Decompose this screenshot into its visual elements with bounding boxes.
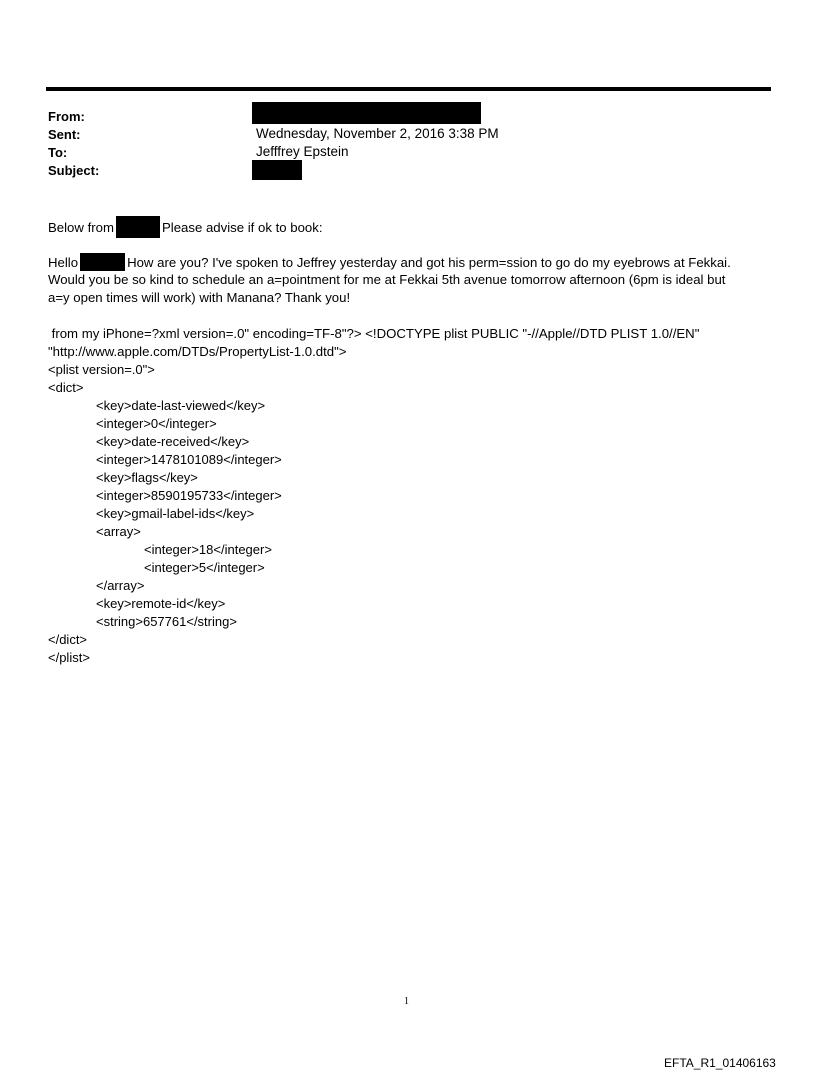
name-redaction [80, 253, 125, 271]
plist-line: <dict> [48, 380, 84, 395]
bates-number: EFTA_R1_01406163 [664, 1056, 776, 1070]
plist-line: <key>gmail-label-ids</key> [96, 506, 255, 521]
body-line-schedule: Would you be so kind to schedule an a=pointment for me at Fekkai 5th avenue tomorrow afternoon (6pm is ideal but [48, 272, 726, 287]
plist-line: <integer>8590195733</integer> [96, 488, 282, 503]
page-number: 1 [404, 996, 409, 1007]
sender-redaction [116, 216, 160, 238]
hello-text: Hello [48, 255, 79, 270]
plist-line: <key>date-last-viewed</key> [96, 398, 266, 413]
to-value: Jefffrey Epstein [256, 144, 349, 159]
xml-declaration-line: from my iPhone=?xml version=.0" encoding=TF-8"?> <!DOCTYPE plist PUBLIC "-//Apple//DTD PLIST 1.0//EN" [48, 326, 700, 341]
please-advise-text: Please advise if ok to book: [161, 220, 323, 235]
subject-label: Subject: [48, 163, 100, 178]
plist-line: </array> [96, 578, 145, 593]
sent-value: Wednesday, November 2, 2016 3:38 PM [256, 126, 499, 141]
dtd-url-line: "http://www.apple.com/DTDs/PropertyList-1.0.dtd"> [48, 344, 347, 359]
plist-line: <string>657761</string> [96, 614, 237, 629]
body-line-below-from [48, 216, 323, 238]
plist-line: <integer>1478101089</integer> [96, 452, 282, 467]
from-label: From: [48, 109, 85, 124]
plist-line: <key>remote-id</key> [96, 596, 226, 611]
plist-line: <integer>5</integer> [144, 560, 265, 575]
hello-message-text: How are you? I've spoken to Jeffrey yesterday and got his perm=ssion to go do my eyebrows at Fekkai. [127, 255, 731, 270]
plist-line: <integer>0</integer> [96, 416, 217, 431]
to-label: To: [48, 145, 68, 160]
subject-redaction [252, 160, 302, 180]
from-redaction [252, 102, 481, 124]
plist-line: </dict> [48, 632, 88, 647]
plist-line: <array> [96, 524, 141, 539]
plist-line: <key>flags</key> [96, 470, 198, 485]
body-line-hello [48, 253, 731, 272]
plist-line: <key>date-received</key> [96, 434, 250, 449]
plist-line: <integer>18</integer> [144, 542, 272, 557]
plist-line: </plist> [48, 650, 90, 665]
below-from-text: Below from [48, 220, 114, 235]
sent-label: Sent: [48, 127, 81, 142]
plist-line: <plist version=.0"> [48, 362, 155, 377]
header-rule [46, 87, 771, 91]
body-line-open-times: a=y open times will work) with Manana? Thank you! [48, 290, 351, 305]
